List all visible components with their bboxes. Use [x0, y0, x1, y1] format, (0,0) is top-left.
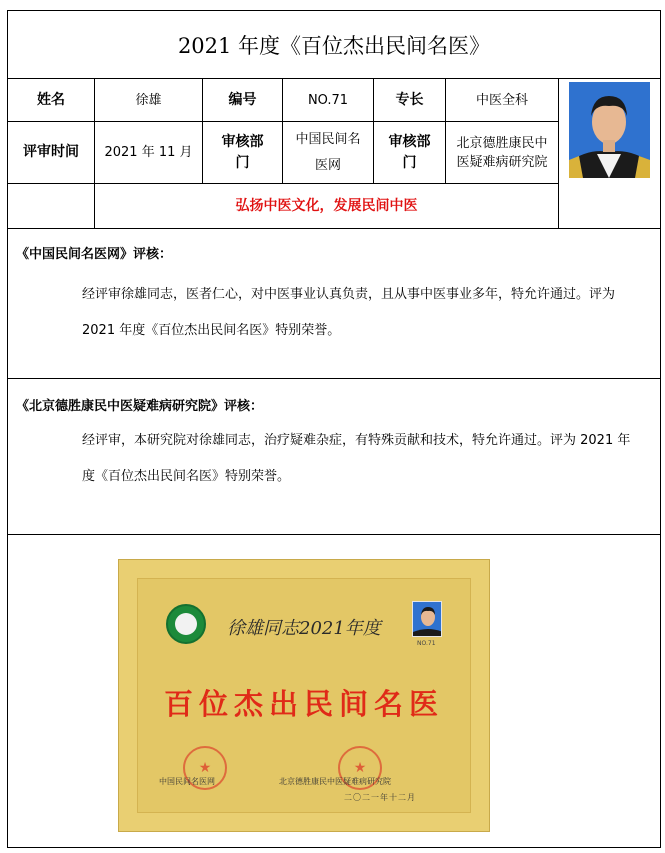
review-dept-value-1: 中国民间名医网	[283, 122, 374, 184]
number-label: 编号	[203, 79, 283, 122]
review-time-value: 2021 年 11 月	[95, 122, 203, 184]
review-body-1: 经评审徐雄同志，医者仁心，对中医事业认真负责，且从事中医事业多年，特允许通过。评为 2021 年度《百位杰出民间名医》特别荣誉。	[82, 287, 616, 338]
name-value: 徐雄	[95, 79, 203, 122]
portrait-photo	[569, 82, 650, 178]
name-label: 姓名	[8, 79, 95, 122]
review-dept-label-1: 审核部门	[203, 122, 283, 184]
seal-icon: ★	[338, 746, 382, 790]
review-section-2	[8, 379, 660, 535]
page-title: 2021 年度《百位杰出民间名医》	[8, 11, 660, 79]
seal-icon: ★	[183, 746, 227, 790]
certificate-subtitle: 徐雄同志2021年度	[227, 618, 381, 639]
review-time-label: 评审时间	[8, 122, 95, 184]
certificate-photo	[412, 601, 442, 637]
review-heading-1: 《中国民间名医网》评核：	[16, 247, 173, 262]
slogan-text: 弘扬中医文化，发展民间中医	[95, 184, 559, 229]
review-body-2: 经评审，本研究院对徐雄同志，治疗疑难杂症，有特殊贡献和技术，特允许通过。评为 2021 年度《百位杰出民间名医》特别荣誉。	[82, 433, 631, 484]
number-value: NO.71	[283, 79, 374, 122]
honor-certificate	[118, 559, 490, 832]
info-table	[8, 79, 660, 229]
certificate-issuer-left: 中国民间名医网	[159, 777, 215, 786]
portrait-image	[569, 82, 650, 178]
certificate-date: 二〇二一年十二月	[344, 793, 416, 802]
review-section-1	[8, 229, 660, 379]
review-heading-2: 《北京德胜康民中医疑难病研究院》评核：	[16, 399, 264, 414]
slogan-spacer	[8, 184, 95, 229]
logo-icon	[166, 604, 206, 644]
certificate-title: 百位杰出民间名医	[163, 687, 444, 721]
certificate-area	[8, 535, 660, 849]
certificate-page	[7, 10, 661, 848]
review-dept-value-2: 北京德胜康民中医疑难病研究院	[446, 122, 559, 184]
certificate-issuer-right: 北京德胜康民中医疑难病研究院	[279, 777, 391, 786]
review-dept-label-2: 审核部门	[374, 122, 446, 184]
certificate-photo-number: NO.71	[417, 640, 436, 647]
certificate-portrait-image	[413, 602, 442, 637]
specialty-value: 中医全科	[446, 79, 559, 122]
specialty-label: 专长	[374, 79, 446, 122]
portrait-cell	[559, 79, 660, 229]
